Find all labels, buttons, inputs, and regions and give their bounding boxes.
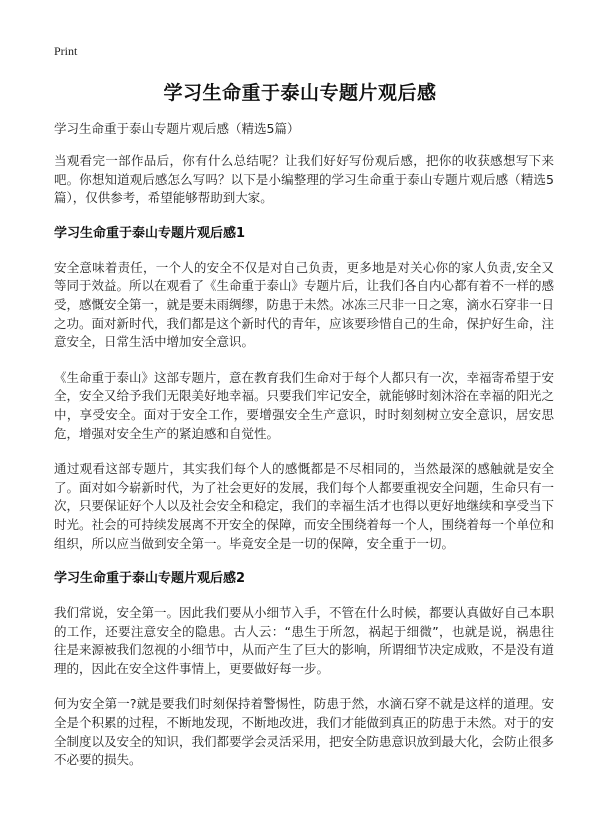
- section-1: [54, 225, 554, 553]
- section-heading: 学习生命重于泰山专题片观后感2: [54, 571, 246, 587]
- section-paragraph: 何为安全第一?就是要我们时刻保持着警惕性，防患于然，水滴石穿不就是这样的道理。安全是个积累的过程，不断地发现，不断地改进，我们才能做到真正的防患于未然。对于的安全制度以及安全的知识，我们都要学会灵活采用，把安全防患意识放到最大化，会防止很多不必要的损失。: [54, 696, 555, 768]
- page-title: 学习生命重于泰山专题片观后感: [163, 82, 437, 104]
- section-paragraph: 通过观看这部专题片，其实我们每个人的感慨都是不尽相同的，当然最深的感触就是安全了。面对如今崭新时代，为了社会更好的发展，我们每个人都要重视安全问题，生命只有一次，只要保证好个人以及社会安全和稳定，我们的幸福生活才也得以更好地继续和享受当下时光。社会的可持续发展离不开安全的保障，而安全围绕着每一个人，围绕着每一个单位和组织，所以应当做到安全第一。毕竟安全是一切的保障，安全重于一切。: [54, 461, 555, 551]
- intro-paragraph: 当观看完一部作品后，你有什么总结呢？让我们好好写份观后感，把你的收获感想写下来吧。你想知道观后感怎么写吗？以下是小编整理的学习生命重于泰山专题片观后感（精选5篇），仅供参考，希望能够帮助到大家。: [54, 153, 554, 206]
- article-body: [54, 120, 554, 787]
- article-subtitle: 学习生命重于泰山专题片观后感（精选5篇）: [54, 121, 300, 136]
- section-paragraph: 我们常说，安全第一。因此我们要从小细节入手，不管在什么时候，都要认真做好自己本职的工作，还要注意安全的隐患。古人云：“患生于所忽，祸起于细微”，也就是说，祸患往往是来源被我们忽视的小细节中，从而产生了巨大的影响，所谓细节决定成败，不是没有道理的，因此在安全这件事情上，更要做好每一步。: [54, 605, 555, 676]
- print-link[interactable]: Print: [54, 44, 78, 58]
- section-heading: 学习生命重于泰山专题片观后感1: [54, 225, 246, 241]
- section-paragraph: 《生命重于泰山》这部专题片，意在教育我们生命对于每个人都只有一次，幸福寄希望于安全，安全又给予我们无限美好地幸福。只要我们牢记安全，就能够时刻沐浴在幸福的阳光之中，享受安全。面对于安全工作，要增强安全生产意识，时时刻刻树立安全意识，居安思危，增强对安全生产的紧迫感和自觉性。: [54, 369, 555, 441]
- section-paragraph: 安全意味着责任，一个人的安全不仅是对自己负责，更多地是对关心你的家人负责,安全又等同于效益。所以在观看了《生命重于泰山》专题片后，让我们各自内心都有着不一样的感受，感慨安全第一，就是要未雨绸缪，防患于未然。冰冻三尺非一日之寒，滴水石穿非一日之功。面对新时代，我们都是这个新时代的青年，应该要珍惜自己的生命，保护好生命，注意安全，日常生活中增加安全意识。: [54, 259, 555, 350]
- section-2: [54, 570, 554, 770]
